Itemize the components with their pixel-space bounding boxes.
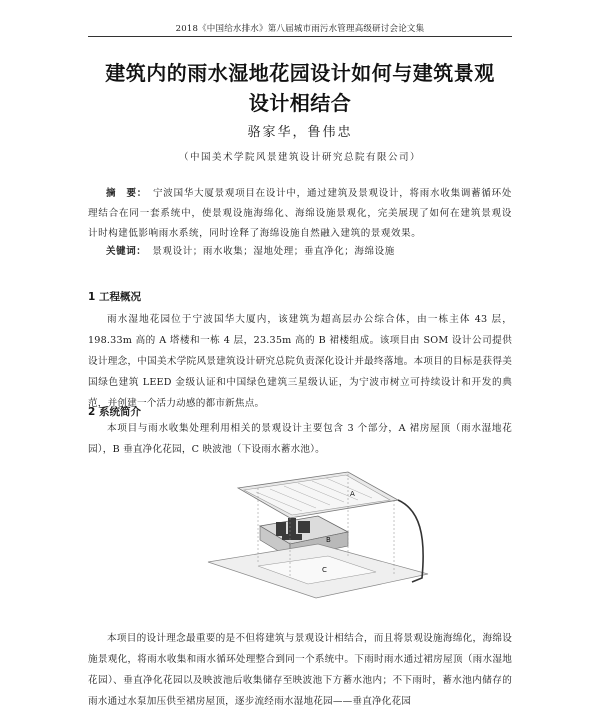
abstract-label: 摘 要：: [106, 188, 148, 199]
figure-label-a: A: [350, 490, 355, 498]
section-1-paragraph: 雨水湿地花园位于宁波国华大厦内，该建筑为超高层办公综合体，由一栋主体 43 层，198.33m 高的 A 塔楼和一栋 4 层，23.35m 高的 B 裙楼组成。该项目由 SOM 设计公司提供设计理念，中国美术学院风景建筑设计研究总院负责深化设计并最终落地。本项目的目标是获得美国绿色建筑 LEED 金级认证和中国绿色建筑三星级认证，为宁波市树立可持续设计和开发的典范，并创建一个活力动感的都市新焦点。: [88, 314, 512, 409]
authors: 骆家华，鲁伟忠: [247, 125, 353, 140]
affiliation: （中国美术学院风景建筑设计研究总院有限公司）: [178, 152, 421, 163]
section-2-paragraph-2: 本项目的设计理念最重要的是不但将建筑与景观设计相结合，而且将景观设施海绵化，海绵设施景观化，将雨水收集和雨水循环处理整合到同一个系统中。下雨时雨水通过裙房屋顶（雨水湿地花园）、垂直净化花园以及映波池后收集储存至映波池下方蓄水池内；不下雨时，蓄水池内储存的雨水通过水泵加压供至裙房屋顶，逐步流经雨水湿地花园——垂直净化花园: [88, 633, 512, 707]
abstract-body: [88, 184, 512, 244]
abstract-text: 宁波国华大厦景观项目在设计中，通过建筑及景观设计，将雨水收集调蓄循环处理结合在同一套系统中，使景观设施海绵化、海绵设施景观化，完美展现了如何在建筑景观设计时构建低影响雨水系统，同时诠释了海绵设施自然融入建筑的景观效果。: [88, 188, 512, 239]
section-heading-1: 1 工程概况: [88, 291, 141, 303]
section-2-paragraph: 本项目与雨水收集处理利用相关的景观设计主要包含 3 个部分，A 裙房屋顶（雨水湿地花园），B 垂直净化花园，C 映波池（下设雨水蓄水池）。: [88, 423, 512, 455]
keywords: [106, 244, 512, 260]
keywords-text: 景观设计；雨水收集；湿地处理；垂直净化；海绵设施: [152, 246, 395, 257]
section-heading-2: 2 系统简介: [88, 406, 141, 418]
figure-label-b: B: [326, 536, 331, 544]
paper-title: [60, 58, 540, 118]
title-line-1: 建筑内的雨水湿地花园设计如何与建筑景观: [105, 61, 495, 85]
running-header: 2018《中国给水排水》第八届城市雨污水管理高级研讨会论文集: [175, 24, 425, 34]
header-rule: [88, 36, 512, 37]
title-line-2: 设计相结合: [248, 91, 352, 115]
abstract: [88, 184, 512, 244]
figure-label-c: C: [322, 566, 327, 574]
keywords-label: 关键词：: [106, 246, 147, 257]
system-diagram-figure: [198, 466, 434, 608]
